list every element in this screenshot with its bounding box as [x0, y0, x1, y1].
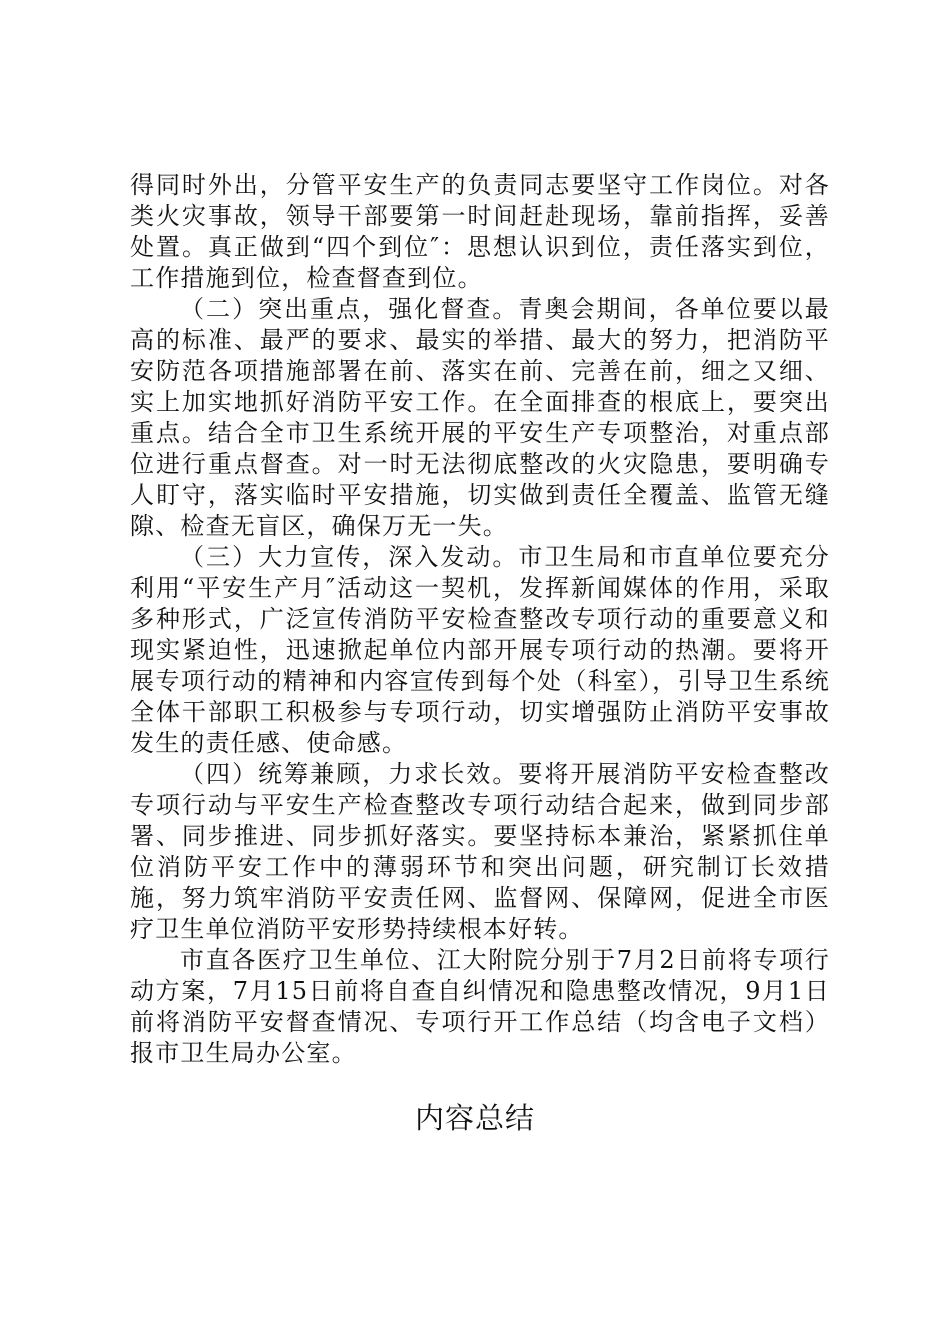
- paragraph-section-3: （三）大力宣传，深入发动。市卫生局和市直单位要充分利用“平安生产月″活动这一契机，发挥新闻媒体的作用，采取多种形式，广泛宣传消防平安检查整改专项行动的重要意义和现实紧迫性，迅速掀起单位内部开展专项行动的热潮。要将开展专项行动的精神和内容宣传到每个处（科室），引导卫生系统全体干部职工积极参与专项行动，切实增强防止消防平安事故发生的责任感、使命感。: [130, 543, 830, 757]
- summary-title: 内容总结: [414, 1101, 535, 1135]
- document-body: [130, 170, 830, 1069]
- paragraph-section-4: （四）统筹兼顾，力求长效。要将开展消防平安检查整改专项行动与平安生产检查整改专项行动结合起来，做到同步部署、同步推进、同步抓好落实。要坚持标本兼治，紧紧抓住单位消防平安工作中的薄弱环节和突出问题，研究制订长效措施，努力筑牢消防平安责任网、监督网、保障网，促进全市医疗卫生单位消防平安形势持续根本好转。: [130, 760, 830, 943]
- paragraph-deadlines: 市直各医疗卫生单位、江大附院分别于7月2日前将专项行动方案，7月15日前将自查自纠情况和隐患整改情况，9月1日前将消防平安督查情况、专项行开工作总结（均含电子文档）报市卫生局办公室。: [130, 946, 830, 1067]
- paragraph-section-2: （二）突出重点，强化督查。青奥会期间，各单位要以最高的标准、最严的要求、最实的举措、最大的努力，把消防平安防范各项措施部署在前、落实在前、完善在前，细之又细、实上加实地抓好消防平安工作。在全面排查的根底上，要突出重点。结合全市卫生系统开展的平安生产专项整治，对重点部位进行重点督查。对一时无法彻底整改的火灾隐患，要明确专人盯守，落实临时平安措施，切实做到责任全覆盖、监管无缝隙、检查无盲区，确保万无一失。: [130, 295, 830, 540]
- paragraph-continuation: 得同时外出，分管平安生产的负责同志要坚守工作岗位。对各类火灾事故，领导干部要第一时间赶赴现场，靠前指挥，妥善处置。真正做到“四个到位″：思想认识到位，责任落实到位，工作措施到位，检查督查到位。: [130, 171, 830, 292]
